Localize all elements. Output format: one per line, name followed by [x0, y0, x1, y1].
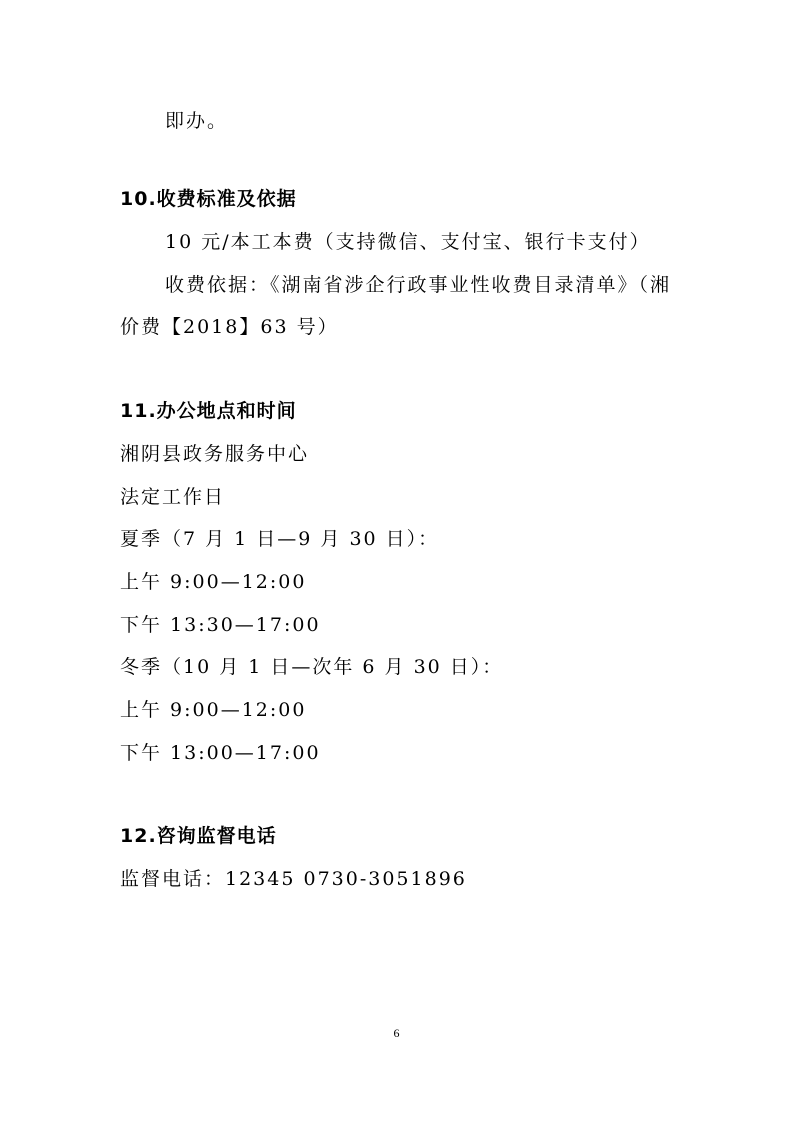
workdays: 法定工作日 [120, 486, 226, 508]
fee-standard: 10 元/本工本费（支持微信、支付宝、银行卡支付） [165, 231, 651, 253]
supervision-phone: 监督电话：12345 0730-3051896 [120, 868, 467, 890]
summer-label: 夏季（7 月 1 日—9 月 30 日）： [120, 528, 440, 550]
section-10-heading: 10.收费标准及依据 [120, 188, 297, 210]
summer-afternoon-hours: 下午 13:30—17:00 [120, 614, 321, 636]
office-location: 湘阴县政务服务中心 [120, 443, 310, 465]
fee-basis-line-2: 价费【2018】63 号） [120, 316, 339, 338]
section-12-heading: 12.咨询监督电话 [120, 825, 277, 847]
page-number: 6 [393, 1026, 400, 1040]
summer-morning-hours: 上午 9:00—12:00 [120, 571, 307, 593]
winter-morning-hours: 上午 9:00—12:00 [120, 699, 307, 721]
winter-label: 冬季（10 月 1 日—次年 6 月 30 日）： [120, 656, 504, 678]
continuation-text: 即办。 [165, 110, 229, 132]
winter-afternoon-hours: 下午 13:00—17:00 [120, 742, 321, 764]
section-11-heading: 11.办公地点和时间 [120, 400, 297, 422]
fee-basis-line-1: 收费依据：《湖南省涉企行政事业性收费目录清单》（湘 [165, 274, 672, 296]
